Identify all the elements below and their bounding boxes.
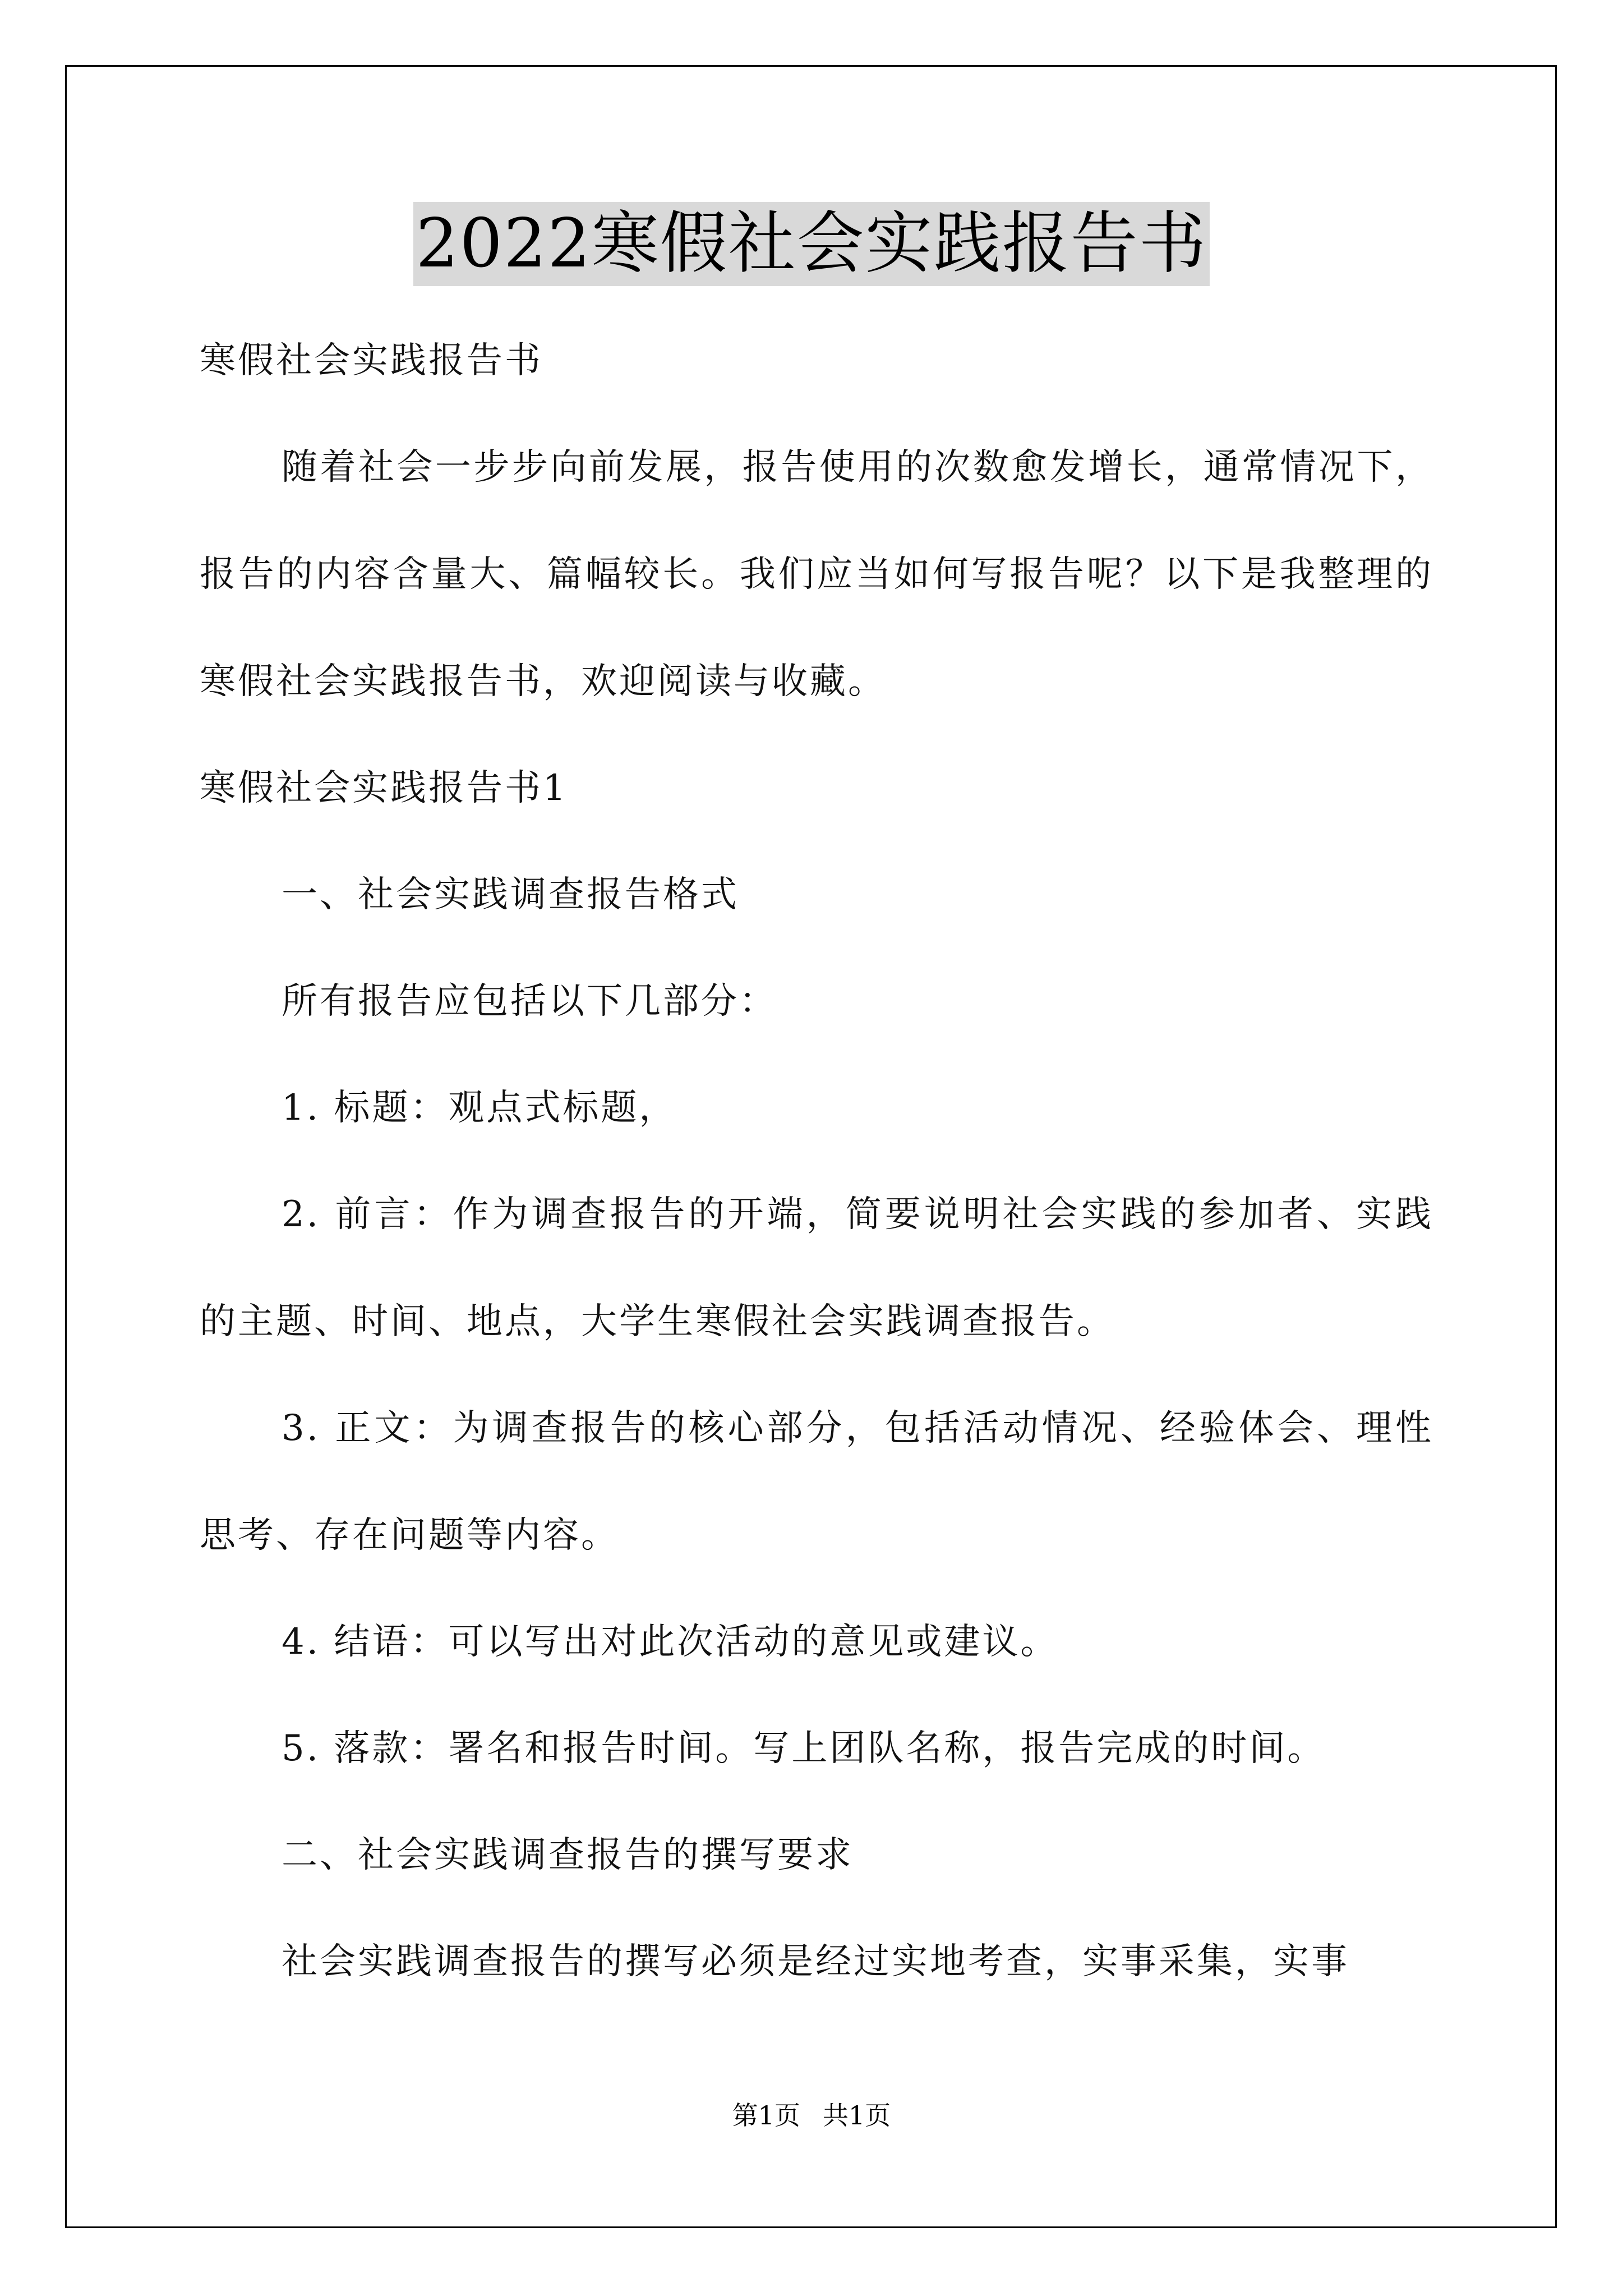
paragraph-item-3: 3. 正文：为调查报告的核心部分，包括活动情况、经验体会、理性思考、存在问题等内容。 bbox=[200, 1407, 1433, 1556]
paragraph-item-4: 4. 结语：可以写出对此次活动的意见或建议。 bbox=[282, 1621, 1059, 1663]
paragraph-item-2: 2. 前言：作为调查报告的开端，简要说明社会实践的参加者、实践的主题、时间、地点，大学生寒假社会实践调查报告。 bbox=[200, 1194, 1433, 1342]
page-total: 共1页 bbox=[823, 2100, 891, 2131]
paragraph-intro: 随着社会一步步向前发展，报告使用的次数愈发增长，通常情况下，报告的内容含量大、篇幅较长。我们应当如何写报告呢？以下是我整理的寒假社会实践报告书，欢迎阅读与收藏。 bbox=[200, 447, 1433, 702]
paragraph-parts-intro: 所有报告应包括以下几部分： bbox=[282, 981, 777, 1022]
document-body bbox=[200, 337, 1433, 2044]
page-number: 第1页 bbox=[732, 2100, 800, 2131]
paragraph-requirements-text: 社会实践调查报告的撰写必须是经过实地考查，实事采集，实事 bbox=[282, 1941, 1349, 1982]
paragraph-format-heading: 一、社会实践调查报告格式 bbox=[282, 874, 739, 915]
document-title: 2022寒假社会实践报告书 bbox=[413, 202, 1209, 286]
title-container bbox=[0, 202, 1623, 286]
paragraph-section-heading: 寒假社会实践报告书1 bbox=[200, 767, 568, 809]
paragraph-subtitle: 寒假社会实践报告书 bbox=[200, 340, 543, 381]
paragraph-item-5: 5. 落款：署名和报告时间。写上团队名称，报告完成的时间。 bbox=[282, 1728, 1326, 1769]
paragraph-item-1: 1. 标题：观点式标题， bbox=[282, 1087, 677, 1129]
page-footer bbox=[0, 2095, 1623, 2132]
paragraph-requirements-heading: 二、社会实践调查报告的撰写要求 bbox=[282, 1834, 854, 1876]
